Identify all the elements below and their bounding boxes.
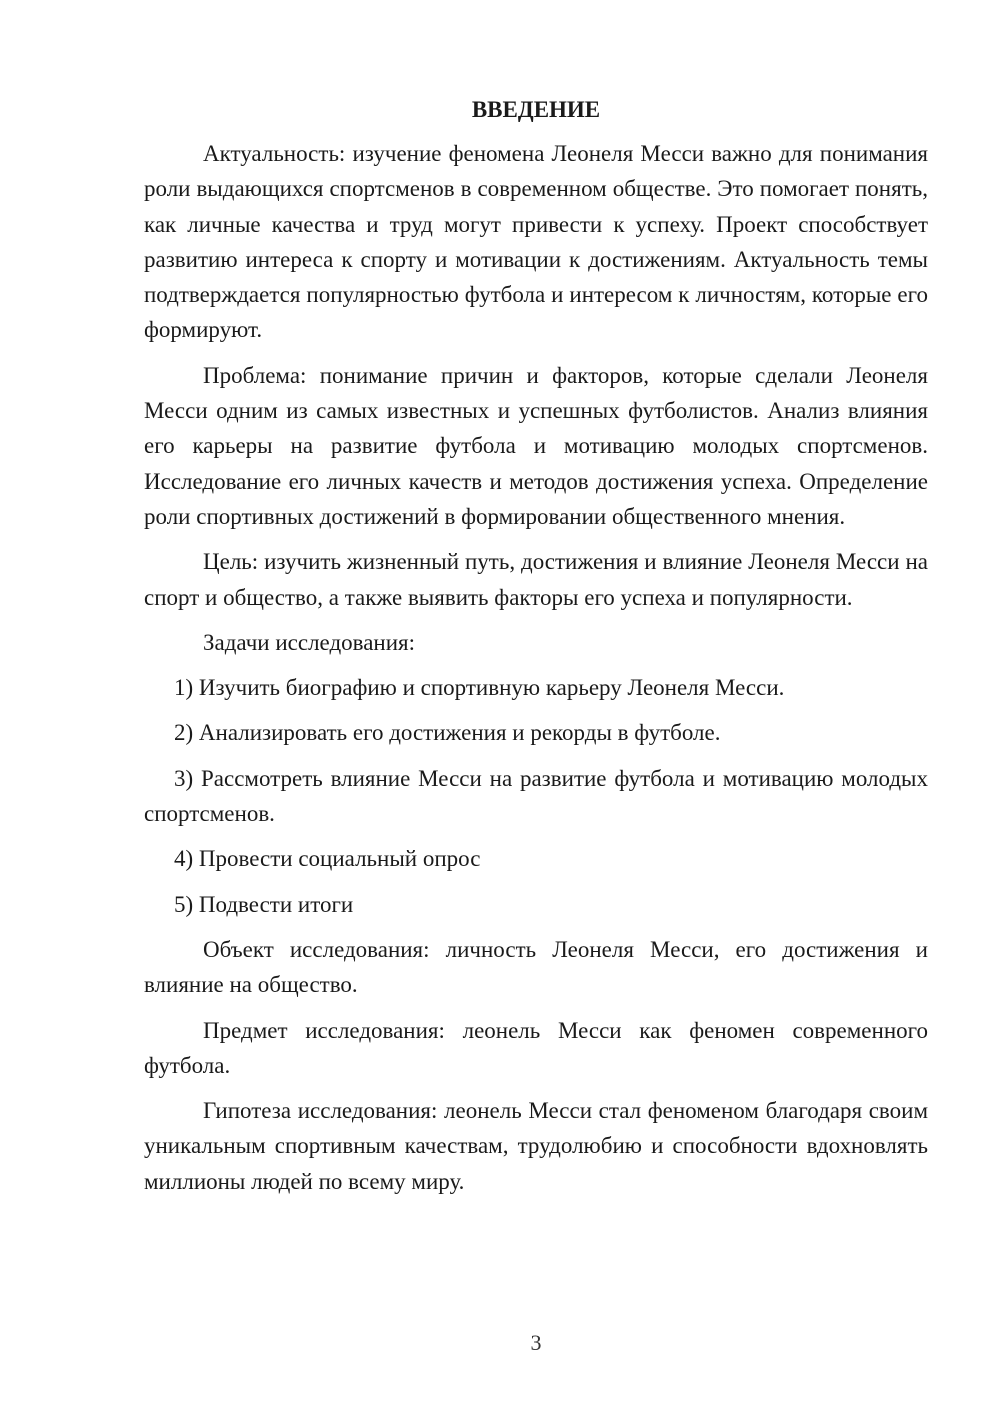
- task-item-5: 5) Подвести итоги: [174, 891, 354, 917]
- task-item-2: 2) Анализировать его достижения и рекорды в футболе.: [174, 720, 721, 746]
- paragraph-object: Объект исследования: личность Леонеля Месси, его достижения и влияние на общество.: [144, 936, 928, 998]
- page-content: [144, 92, 928, 1209]
- paragraph-problem: Проблема: понимание причин и факторов, которые сделали Леонеля Месси одним из самых известных и успешных футболистов. Анализ влияния его карьеры на развитие футбола и мотивацию молодых спортсменов. Исследование его личных качеств и методов достижения успеха. Определение роли спортивных достижений в формировании общественного мнения.: [144, 362, 928, 529]
- paragraph-hypothesis: Гипотеза исследования: леонель Месси стал феноменом благодаря своим уникальным спортивным качествам, трудолюбию и способности вдохновлять миллионы людей по всему миру.: [144, 1098, 928, 1194]
- paragraph-subject: Предмет исследования: леонель Месси как феномен современного футбола.: [144, 1017, 928, 1078]
- paragraph-tasks-heading: Задачи исследования:: [203, 629, 416, 655]
- task-item-4: 4) Провести социальный опрос: [174, 846, 481, 872]
- task-item-3: 3) Рассмотреть влияние Месси на развитие футбола и мотивацию молодых спортсменов.: [144, 765, 928, 827]
- section-title: ВВЕДЕНИЕ: [471, 97, 601, 122]
- task-item-1: 1) Изучить биографию и спортивную карьеру Леонеля Месси.: [174, 675, 785, 701]
- page-number: 3: [530, 1330, 542, 1355]
- paragraph-relevance: Актуальность: изучение феномена Леонеля Месси важно для понимания роли выдающихся спортсменов в современном обществе. Это помогает понять, как личные качества и труд могут привести к успеху. Проект способствует развитию интереса к спорту и мотивации к достижениям. Актуальность темы подтверждается популярностью футбола и интересом к личностям, которые его формируют.: [144, 141, 928, 343]
- paragraph-goal: Цель: изучить жизненный путь, достижения и влияние Леонеля Месси на спорт и общество, а также выявить факторы его успеха и популярности.: [144, 549, 928, 610]
